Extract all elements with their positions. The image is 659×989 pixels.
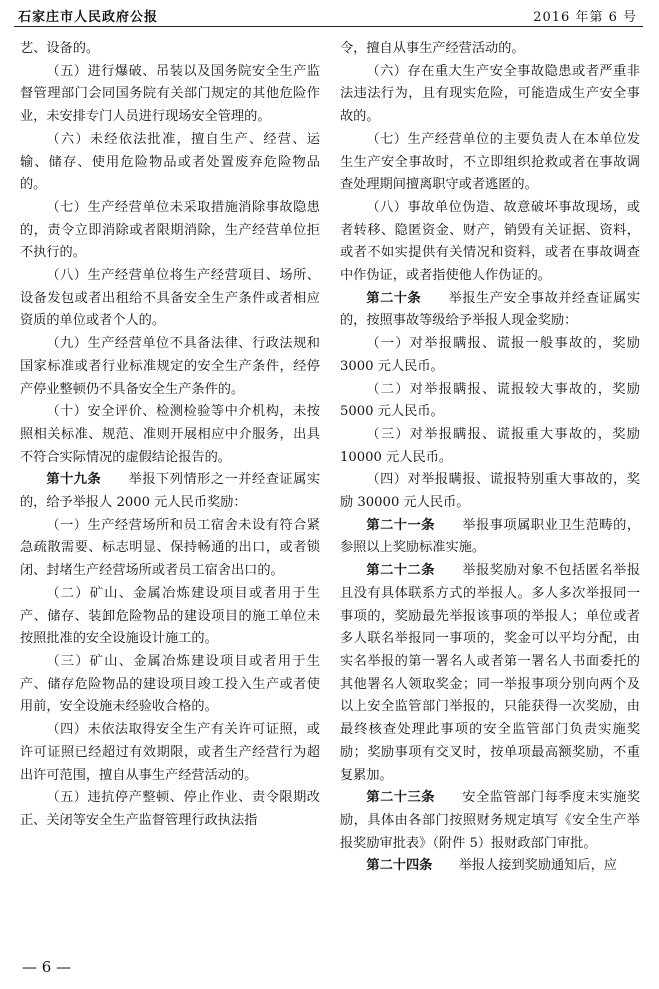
article-paragraph [340, 560, 640, 787]
paragraph-text: （二）矿山、金属冶炼建设项目或者用于生产、储存、装卸危险物品的建设项目的施工单位未按照批准的安全设施设计施工的。 [20, 585, 320, 647]
clause-paragraph [20, 719, 320, 787]
paragraph-text: 举报生产安全事故并经查证属实的，按照事故等级给予举报人现金奖励： [340, 290, 640, 329]
clause-paragraph [340, 469, 640, 514]
right-column [340, 38, 640, 938]
left-column [20, 38, 320, 938]
paragraph-text: （八）事故单位伪造、故意破坏事故现场，或者转移、隐匿资金、财产，销毁有关证据、资料，或者不如实提供有关情况和资料，或者在事故调查中作伪证，或者指使他人作伪证的。 [340, 199, 640, 284]
page-number: — 6 — [22, 958, 72, 976]
paragraph-text: （三）矿山、金属冶炼建设项目或者用于生产、储存危险物品的建设项目竣工投入生产或者使用前，安全设施未经验收合格的。 [20, 653, 320, 715]
page-header [14, 4, 643, 26]
clause-paragraph [340, 379, 640, 424]
article-paragraph [340, 787, 640, 855]
clause-paragraph [20, 197, 320, 265]
header-issue: 2016 年第 6 号 [533, 10, 637, 25]
paragraph-text: （二）对举报瞒报、谎报较大事故的，奖励 5000 元人民币。 [340, 381, 640, 420]
clause-paragraph [340, 197, 640, 288]
paragraph-text: （六）存在重大生产安全事故隐患或者严重非法违法行为，且有现实危险，可能造成生产安全事故的。 [340, 63, 640, 125]
article-paragraph [340, 515, 640, 560]
clause-paragraph [20, 583, 320, 651]
clause-paragraph [20, 515, 320, 583]
paragraph-text: （四）未依法取得安全生产有关许可证照，或许可证照已经超过有效期限，或者生产经营行为超出许可范围，擅自从事生产经营活动的。 [20, 722, 320, 783]
paragraph-text: 艺、设备的。 [20, 41, 100, 56]
clause-paragraph [20, 38, 320, 61]
article-heading: 第二十三条 [366, 790, 435, 806]
paragraph-text: 安全监管部门每季度末实施奖励，具体由各部门按照财务规定填写《安全生产举报奖励审批表》（附件 5）报财政部门审批。 [340, 790, 640, 851]
clause-paragraph [340, 424, 640, 469]
clause-paragraph [20, 787, 320, 832]
clause-paragraph [20, 333, 320, 401]
clause-paragraph [340, 61, 640, 129]
paragraph-text: （七）生产经营单位的主要负责人在本单位发生生产安全事故时，不立即组织抢救或者在事故调查处理期间擅离职守或者逃匿的。 [340, 131, 640, 193]
paragraph-text: （十）安全评价、检测检验等中介机构，未按照相关标准、规范、准则开展相应中介服务，出具不符合实际情况的虚假结论报告的。 [20, 404, 320, 465]
article-paragraph [340, 288, 640, 333]
paragraph-text: 举报下列情形之一并经查证属实的，给予举报人 2000 元人民币奖励： [20, 472, 320, 511]
article-paragraph [340, 855, 640, 878]
clause-paragraph [20, 401, 320, 469]
clause-paragraph [340, 333, 640, 378]
paragraph-text: （六）未经依法批准，擅自生产、经营、运输、储存、使用危险物品或者处置废弃危险物品的。 [20, 131, 320, 193]
paragraph-text: （九）生产经营单位不具备法律、行政法规和国家标准或者行业标准规定的安全生产条件，经停产停业整顿仍不具备安全生产条件的。 [20, 336, 320, 397]
clause-paragraph [20, 61, 320, 129]
article-heading: 第二十二条 [366, 563, 435, 579]
header-title: 石家庄市人民政府公报 [18, 10, 159, 25]
clause-paragraph [20, 265, 320, 333]
article-heading: 第二十一条 [366, 517, 435, 533]
paragraph-text: 举报事项属职业卫生范畴的，参照以上奖励标准实施。 [340, 517, 640, 556]
paragraph-text: （四）对举报瞒报、谎报特别重大事故的，奖励 30000 元人民币。 [340, 472, 640, 511]
paragraph-text: （五）进行爆破、吊装以及国务院安全生产监督管理部门会同国务院有关部门规定的其他危险作业，未安排专门人员进行现场安全管理的。 [20, 63, 320, 125]
paragraph-text: 令，擅自从事生产经营活动的。 [340, 41, 525, 56]
paragraph-text: （一）生产经营场所和员工宿舍未设有符合紧急疏散需要、标志明显、保持畅通的出口，或者锁闭、封堵生产经营场所或者员工宿舍出口的。 [20, 517, 320, 579]
clause-paragraph [340, 38, 640, 61]
paragraph-text: （八）生产经营单位将生产经营项目、场所、设备发包或者出租给不具备安全生产条件或者相应资质的单位或者个人的。 [20, 268, 320, 329]
article-heading: 第二十四条 [366, 858, 433, 874]
paragraph-text: 举报人接到奖励通知后，应 [458, 858, 617, 874]
paragraph-text: （七）生产经营单位未采取措施消除事故隐患的，责令立即消除或者限期消除，生产经营单位拒不执行的。 [20, 199, 320, 261]
article-heading: 第十九条 [46, 472, 102, 488]
article-heading: 第二十条 [366, 290, 422, 306]
article-paragraph [20, 469, 320, 514]
header-rule [14, 26, 643, 27]
clause-paragraph [20, 651, 320, 719]
clause-paragraph [20, 129, 320, 197]
paragraph-text: （五）违抗停产整顿、停止作业、责令限期改正、关闭等安全生产监督管理行政执法指 [20, 790, 320, 828]
paragraph-text: （一）对举报瞒报、谎报一般事故的，奖励 3000 元人民币。 [340, 336, 640, 374]
paragraph-text: 举报奖励对象不包括匿名举报且没有具体联系方式的举报人。多人多次举报同一事项的，奖励最先举报该事项的举报人；单位或者多人联名举报同一事项的，奖金可以平均分配，由实名举报的第一署名人或者第一署名人书面委托的其他署名人领取奖金；同一举报事项分别向两个及以上安全监管部门举报的，只能获得一次奖励，由最终核查处理此事项的安全监管部门负责实施奖励；奖励事项有交叉时，按单项最高额奖励，不重复累加。 [340, 563, 640, 783]
paragraph-text: （三）对举报瞒报、谎报重大事故的，奖励 10000 元人民币。 [340, 426, 640, 465]
clause-paragraph [340, 129, 640, 197]
